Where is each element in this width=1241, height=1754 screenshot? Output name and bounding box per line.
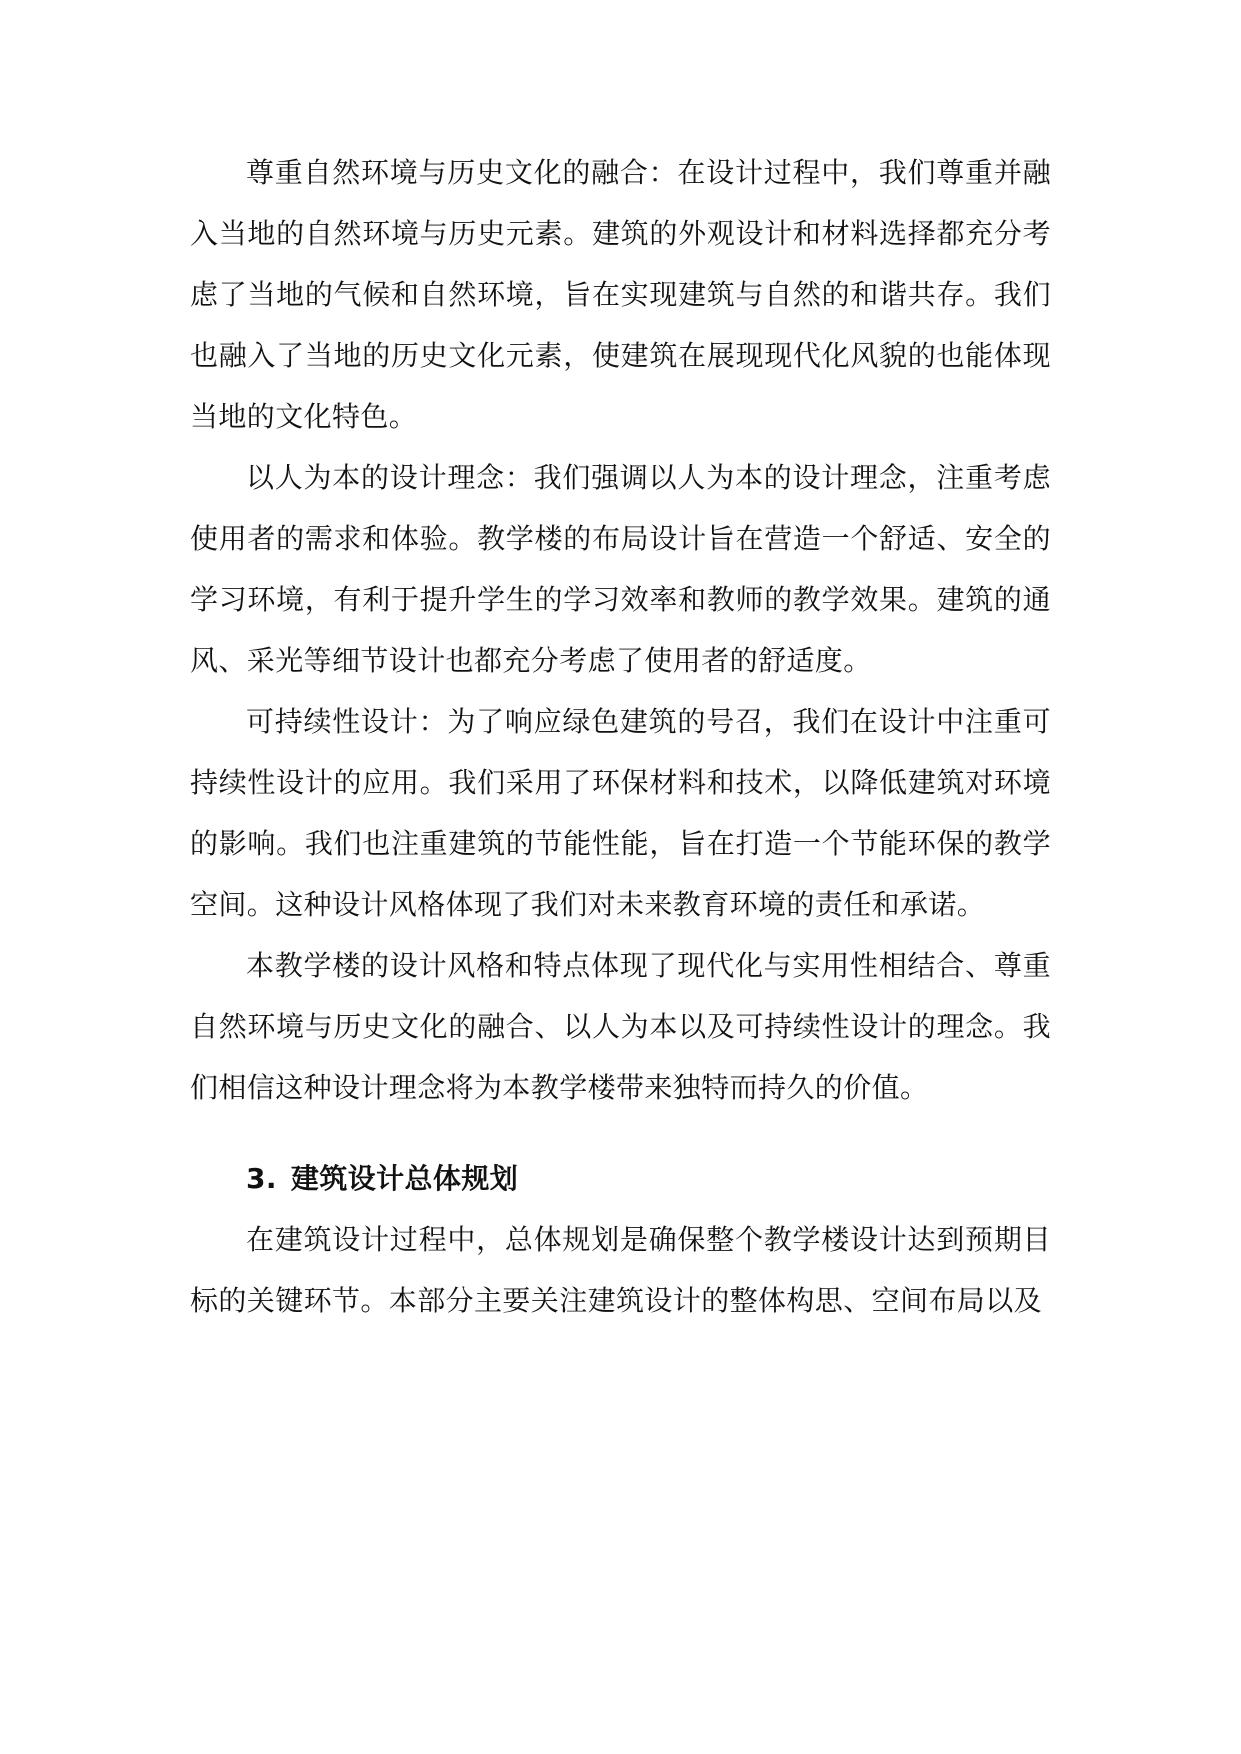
paragraph-nature-culture: 尊重自然环境与历史文化的融合：在设计过程中，我们尊重并融入当地的自然环境与历史元素。建筑的外观设计和材料选择都充分考虑了当地的气候和自然环境，旨在实现建筑与自然的和谐共存。我们也融入了当地的历史文化元素，使建筑在展现现代化风貌的也能体现当地的文化特色。	[190, 156, 1051, 433]
section-number: 3.	[246, 1162, 277, 1195]
paragraph-sustainability: 可持续性设计：为了响应绿色建筑的号召，我们在设计中注重可持续性设计的应用。我们采用了环保材料和技术，以降低建筑对环境的影响。我们也注重建筑的节能性能，旨在打造一个节能环保的教学空间。这种设计风格体现了我们对未来教育环境的责任和承诺。	[190, 705, 1051, 921]
paragraph-people-oriented: 以人为本的设计理念：我们强调以人为本的设计理念，注重考虑使用者的需求和体验。教学楼的布局设计旨在营造一个舒适、安全的学习环境，有利于提升学生的学习效率和教师的教学效果。建筑的通风、采光等细节设计也都充分考虑了使用者的舒适度。	[190, 461, 1051, 677]
section-title: 建筑设计总体规划	[290, 1162, 519, 1195]
section-heading	[190, 1148, 1051, 1209]
paragraph-overall-planning: 在建筑设计过程中，总体规划是确保整个教学楼设计达到预期目标的关键环节。本部分主要关注建筑设计的整体构思、空间布局以及	[190, 1223, 1051, 1317]
paragraph-summary: 本教学楼的设计风格和特点体现了现代化与实用性相结合、尊重自然环境与历史文化的融合、以人为本以及可持续性设计的理念。我们相信这种设计理念将为本教学楼带来独特而持久的价值。	[190, 949, 1051, 1104]
document-body	[190, 142, 1051, 1331]
